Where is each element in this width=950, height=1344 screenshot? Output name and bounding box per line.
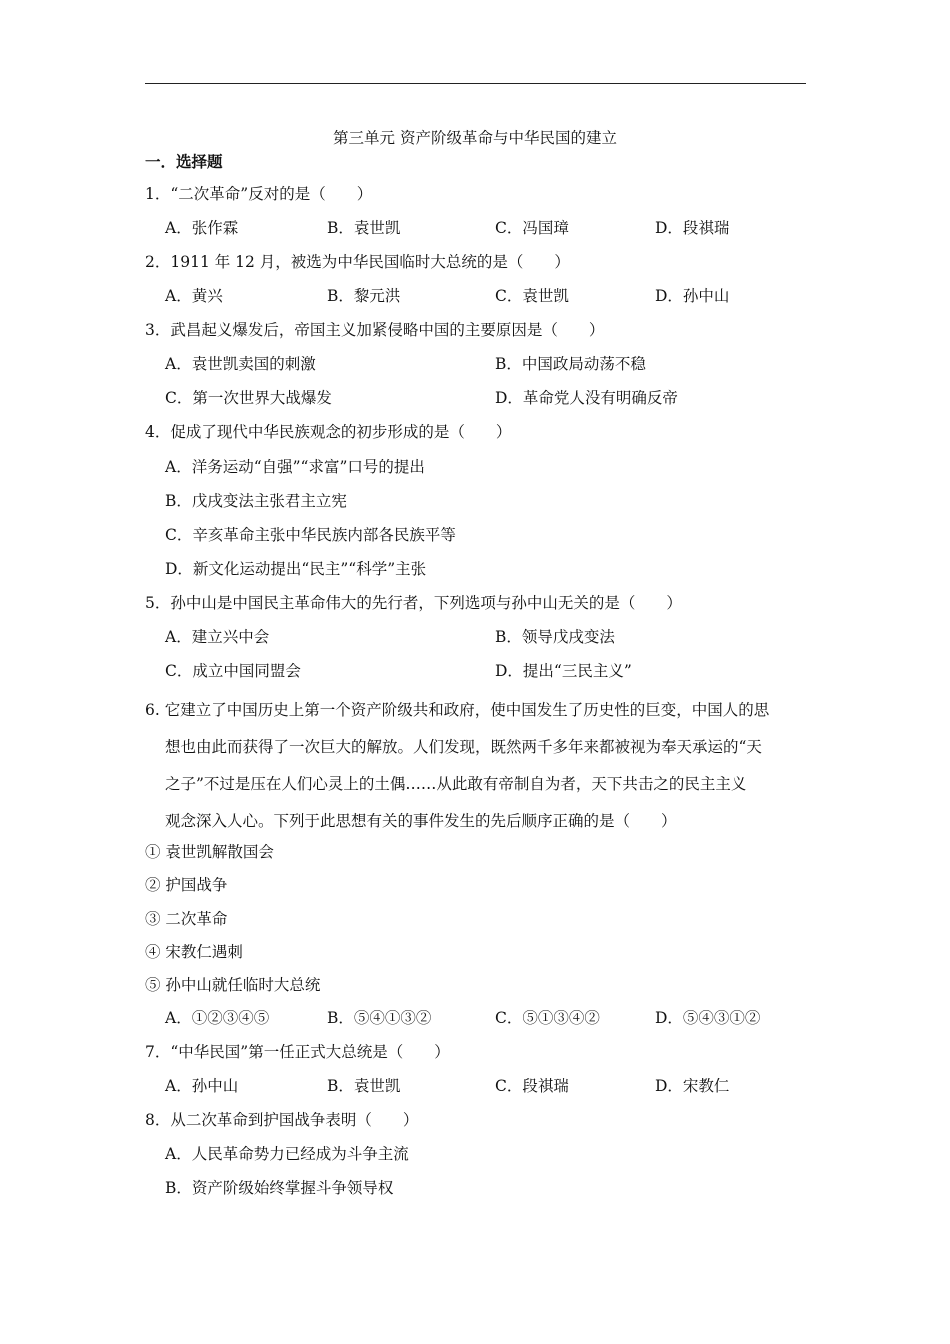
q1-option-a: A．张作霖	[165, 219, 239, 237]
q5-option-c: C．成立中国同盟会	[165, 662, 301, 680]
q6-stem-line-1: 6. 它建立了中国历史上第一个资产阶级共和政府，使中国发生了历史性的巨变，中国人的思	[145, 701, 770, 719]
q3-option-a: A．袁世凯卖国的刺激	[165, 355, 316, 373]
question-2-stem: 2．1911 年 12 月，被选为中华民国临时大总统的是（ ）	[145, 253, 570, 271]
question-7-stem: 7．“中华民国”第一任正式大总统是（ ）	[145, 1043, 450, 1061]
q3-option-b: B．中国政局动荡不稳	[495, 355, 646, 373]
q8-option-b: B．资产阶级始终掌握斗争领导权	[165, 1179, 394, 1197]
q2-option-b: B．黎元洪	[327, 287, 401, 305]
q2-option-d: D．孙中山	[655, 287, 730, 305]
q6-option-b: B．⑤④①③②	[327, 1009, 432, 1027]
q7-option-a: A．孙中山	[165, 1077, 239, 1095]
q1-option-d: D．段祺瑞	[655, 219, 730, 237]
q4-option-c: C．辛亥革命主张中华民族内部各民族平等	[165, 526, 456, 544]
page-title: 第三单元 资产阶级革命与中华民国的建立	[333, 129, 617, 147]
q1-option-b: B．袁世凯	[327, 219, 401, 237]
q7-option-d: D．宋教仁	[655, 1077, 730, 1095]
q1-option-c: C．冯国璋	[495, 219, 569, 237]
q7-option-b: B．袁世凯	[327, 1077, 401, 1095]
q5-option-a: A．建立兴中会	[165, 628, 270, 646]
q2-option-a: A．黄兴	[165, 287, 223, 305]
q6-stem-line-4: 观念深入人心。下列于此思想有关的事件发生的先后顺序正确的是（ ）	[165, 812, 677, 830]
question-4-stem: 4．促成了现代中华民族观念的初步形成的是（ ）	[145, 423, 512, 441]
q6-option-d: D．⑤④③①②	[655, 1009, 761, 1027]
q3-option-d: D．革命党人没有明确反帝	[495, 389, 678, 407]
q6-option-c: C．⑤①③④②	[495, 1009, 600, 1027]
question-3-stem: 3．武昌起义爆发后，帝国主义加紧侵略中国的主要原因是（ ）	[145, 321, 605, 339]
question-1-stem: 1．“二次革命”反对的是（ ）	[145, 185, 373, 203]
question-6-stem	[145, 692, 807, 840]
q3-option-c: C．第一次世界大战爆发	[165, 389, 332, 407]
q6-item-5: ⑤ 孙中山就任临时大总统	[145, 976, 321, 994]
q6-item-4: ④ 宋教仁遇刺	[145, 943, 243, 961]
q6-stem-line-2: 想也由此而获得了一次巨大的解放。人们发现，既然两千多年来都被视为奉天承运的“天	[165, 738, 762, 756]
q4-option-d: D．新文化运动提出“民主”“科学”主张	[165, 560, 427, 578]
q4-option-a: A．洋务运动“自强”“求富”口号的提出	[165, 458, 425, 476]
q6-item-3: ③ 二次革命	[145, 910, 228, 928]
q4-option-b: B．戊戌变法主张君主立宪	[165, 492, 347, 510]
question-5-stem: 5．孙中山是中国民主革命伟大的先行者，下列选项与孙中山无关的是（ ）	[145, 594, 682, 612]
q8-option-a: A．人民革命势力已经成为斗争主流	[165, 1145, 409, 1163]
q6-option-a: A．①②③④⑤	[165, 1009, 270, 1027]
q5-option-d: D．提出“三民主义”	[495, 662, 632, 680]
q6-stem-line-3: 之子”不过是压在人们心灵上的土偶……从此敢有帝制自为者，天下共击之的民主主义	[165, 775, 747, 793]
question-8-stem: 8．从二次革命到护国战争表明（ ）	[145, 1111, 419, 1129]
q6-item-1: ① 袁世凯解散国会	[145, 843, 274, 861]
q5-option-b: B．领导戊戌变法	[495, 628, 615, 646]
q2-option-c: C．袁世凯	[495, 287, 569, 305]
q7-option-c: C．段祺瑞	[495, 1077, 569, 1095]
q6-item-2: ② 护国战争	[145, 876, 228, 894]
section-heading: 一．选择题	[145, 152, 223, 171]
header-rule	[145, 83, 806, 84]
